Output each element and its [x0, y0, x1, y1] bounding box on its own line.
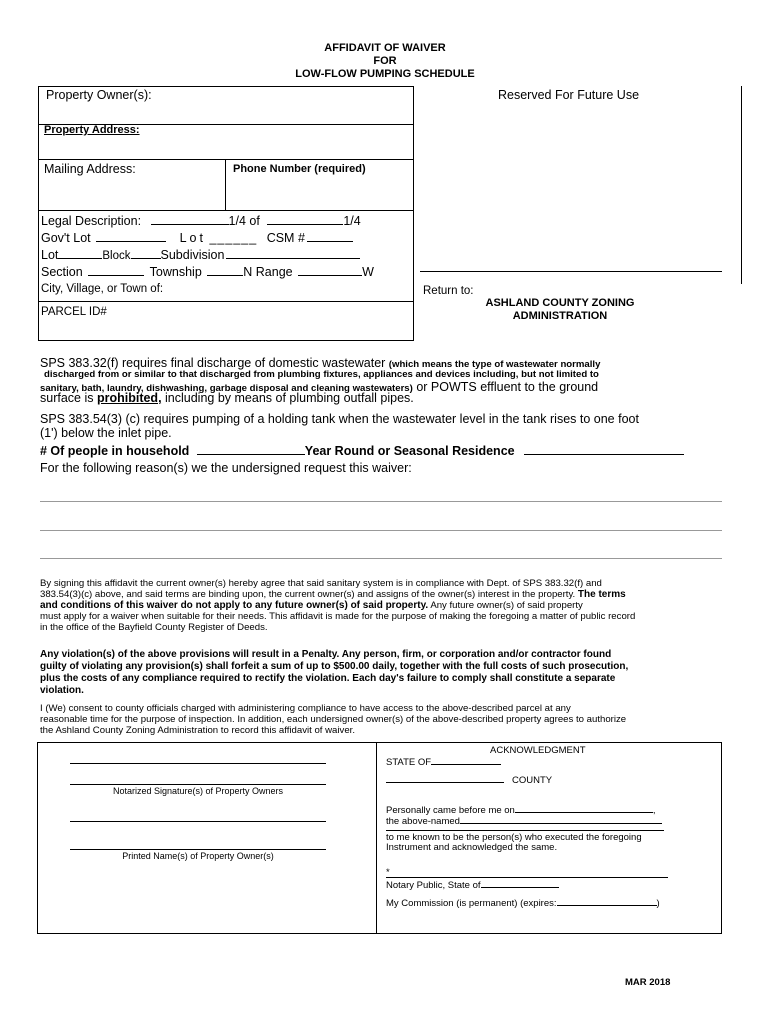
divider — [38, 210, 414, 211]
signature-divider — [376, 742, 377, 934]
lot2-label: Lot — [41, 248, 59, 262]
lot-label: Lot — [179, 231, 206, 245]
lot2-field[interactable] — [58, 247, 102, 259]
signature-line-2[interactable] — [70, 784, 326, 785]
township-field[interactable] — [207, 264, 243, 276]
household-row — [40, 443, 684, 458]
above-named-field[interactable] — [460, 814, 662, 824]
block-label: Block — [102, 250, 131, 262]
commission-row — [386, 896, 660, 909]
govt-lot-field[interactable] — [96, 230, 166, 242]
notary-state-field[interactable] — [481, 878, 559, 888]
county-row — [386, 773, 552, 786]
range-field[interactable] — [298, 264, 362, 276]
notarized-label: Notarized Signature(s) of Property Owners — [112, 786, 284, 796]
section-label: Section — [41, 265, 83, 279]
quarter-field-2[interactable] — [267, 213, 343, 225]
township-label: Township — [149, 265, 202, 279]
notary-row — [386, 878, 559, 891]
reason-line-2[interactable] — [40, 530, 722, 531]
govt-lot-label: Gov't Lot — [41, 231, 91, 245]
recording-line — [420, 271, 722, 272]
property-address-label: Property Address: — [44, 124, 140, 136]
state-of-row — [386, 755, 501, 768]
quarter-of-label: 1/4 of — [228, 214, 260, 228]
printed-line-1[interactable] — [70, 821, 326, 822]
date-field[interactable] — [515, 803, 653, 813]
signing-line4: must apply for a waiver when suitable for their needs. This affidavit is made for the purpose of making the foregoing a matter of public record — [40, 611, 636, 622]
known-line1: to me known to be the person(s) who executed the foregoing — [386, 832, 642, 843]
residence-field[interactable] — [524, 443, 684, 455]
reserved-label: Reserved For Future Use — [498, 88, 640, 102]
sps1-bold-3: sanitary, bath, laundry, dishwashing, garbage disposal and cleaning wastewaters) — [40, 383, 413, 394]
violation-line2: guilty of violating any provision(s) shall forfeit a sum of up to $500.00 daily, together with the full costs of such prosecution, — [40, 661, 629, 672]
return-org-line1: ASHLAND COUNTY ZONING — [485, 297, 635, 309]
commission-field[interactable] — [557, 896, 657, 906]
return-to-label: Return to: — [423, 285, 474, 297]
divider — [38, 301, 414, 302]
printed-label: Printed Name(s) of Property Owner(s) — [122, 851, 274, 861]
sps-383-54-line1: SPS 383.54(3) (c) requires pumping of a holding tank when the wastewater level in the tank rises to one foot — [40, 412, 639, 426]
county-label: COUNTY — [512, 775, 553, 786]
notary-label: Notary Public, State of — [386, 880, 481, 891]
above-named-label: the above-named — [386, 816, 460, 827]
quarter-label: 1/4 — [343, 214, 361, 228]
came-before-label: Personally came before me on — [386, 805, 515, 816]
section-field[interactable] — [88, 264, 144, 276]
consent-line3: the Ashland County Zoning Administration to record this affidavit of waiver. — [40, 725, 355, 736]
lot-field[interactable]: ______ — [209, 231, 258, 245]
revision-date: MAR 2018 — [625, 977, 671, 988]
block-field[interactable] — [131, 247, 161, 259]
county-field[interactable] — [386, 773, 504, 783]
sps1-text-a: SPS 383.32(f) requires final discharge of domestic wastewater — [40, 356, 389, 370]
parcel-label: PARCEL ID# — [41, 306, 107, 318]
sps1-text-d: including by means of plumbing outfall pipes. — [161, 391, 414, 405]
consent-line2: reasonable time for the purpose of inspection. In addition, each undersigned owner(s) of the above-described property agrees to authorize — [40, 714, 627, 725]
consent-line1: I (We) consent to county officials charged with administering compliance to have access to the above-described parcel at any — [40, 703, 571, 714]
sps1-text-c: surface is — [40, 391, 97, 405]
n-range-label: N Range — [243, 265, 293, 279]
signing-3a: and conditions of this waiver do not apply to any future owner(s) of said property. — [40, 600, 429, 611]
signature-line-1[interactable] — [70, 763, 326, 764]
signing-line5: in the office of the Bayfield County Register of Deeds. — [40, 622, 268, 633]
acknowledgment-title: ACKNOWLEDGMENT — [490, 745, 586, 756]
city-label: City, Village, or Town of: — [41, 283, 164, 295]
signing-line2 — [40, 589, 626, 601]
govt-lot-row — [41, 230, 353, 245]
csm-label: CSM # — [266, 231, 305, 245]
form-title: AFFIDAVIT OF WAIVER — [324, 42, 446, 54]
phone-label: Phone Number (required) — [233, 163, 366, 175]
violation-line4: violation. — [40, 685, 84, 696]
sps1-text-b: or POWTS effluent to the ground — [412, 380, 599, 394]
divider — [38, 159, 414, 160]
state-field[interactable] — [431, 755, 501, 765]
signing-2a: 383.54(3)(c) above, and said terms are binding upon, the current owner(s) and assigns of the owner(s) interest in the property. — [40, 589, 578, 600]
signing-3b: Any future owner(s) of said property — [428, 600, 583, 611]
printed-line-2[interactable] — [70, 849, 326, 850]
w-label: W — [362, 265, 374, 279]
reasons-label: For the following reason(s) we the undersigned request this waiver: — [40, 461, 412, 475]
property-owners-label: Property Owner(s): — [46, 88, 152, 102]
paren: ) — [656, 898, 660, 909]
csm-field[interactable] — [307, 230, 353, 242]
signing-line3 — [40, 600, 583, 612]
state-of-label: STATE OF — [386, 757, 432, 768]
residence-label: Year Round or Seasonal Residence — [304, 444, 515, 458]
violation-line1: Any violation(s) of the above provisions will result in a Penalty. Any person, firm, or corporation and/or contractor found — [40, 649, 612, 660]
divider — [225, 159, 226, 210]
reason-line-3[interactable] — [40, 558, 722, 559]
violation-line3: plus the costs of any compliance required to rectify the violation. Each day's failure to comply shall constitute a separate — [40, 673, 616, 684]
prohibited-text: prohibited, — [96, 391, 162, 405]
signing-2b: The terms — [577, 589, 626, 600]
legal-description-label: Legal Description: — [41, 214, 142, 228]
subdivision-row — [41, 247, 360, 262]
commission-label: My Commission (is permanent) (expires: — [386, 898, 557, 909]
above-named-row — [386, 814, 662, 827]
form-subtitle: LOW-FLOW PUMPING SCHEDULE — [295, 68, 475, 80]
people-label: # Of people in household — [40, 444, 190, 458]
sps1-line4 — [40, 391, 414, 405]
reason-line-1[interactable] — [40, 501, 722, 502]
asterisk: * — [386, 867, 390, 878]
known-line2: Instrument and acknowledged the same. — [386, 842, 558, 853]
quarter-field-1[interactable] — [151, 213, 229, 225]
mailing-address-label: Mailing Address: — [44, 162, 136, 176]
sps1-bold-1: (which means the type of wastewater normally — [388, 359, 601, 370]
names-line[interactable] — [386, 830, 664, 831]
return-org-line2: ADMINISTRATION — [512, 310, 608, 322]
section-row — [41, 264, 374, 279]
sps1-bold-2: discharged from or similar to that discharged from plumbing fixtures, appliances and devices including, but not limited to — [44, 369, 599, 380]
people-field[interactable] — [197, 443, 305, 455]
subdivision-field[interactable] — [226, 247, 360, 259]
subdivision-label: Subdivision — [160, 248, 225, 262]
reserved-box-edge — [741, 86, 742, 284]
signing-line1: By signing this affidavit the current owner(s) hereby agree that said sanitary system is in compliance with Dept. of SPS 383.32(f) and — [40, 578, 602, 589]
sps-383-54-line2: (1') below the inlet pipe. — [40, 426, 172, 440]
comma: , — [652, 805, 656, 816]
legal-description-row — [41, 213, 361, 228]
form-title-for: FOR — [373, 55, 397, 67]
